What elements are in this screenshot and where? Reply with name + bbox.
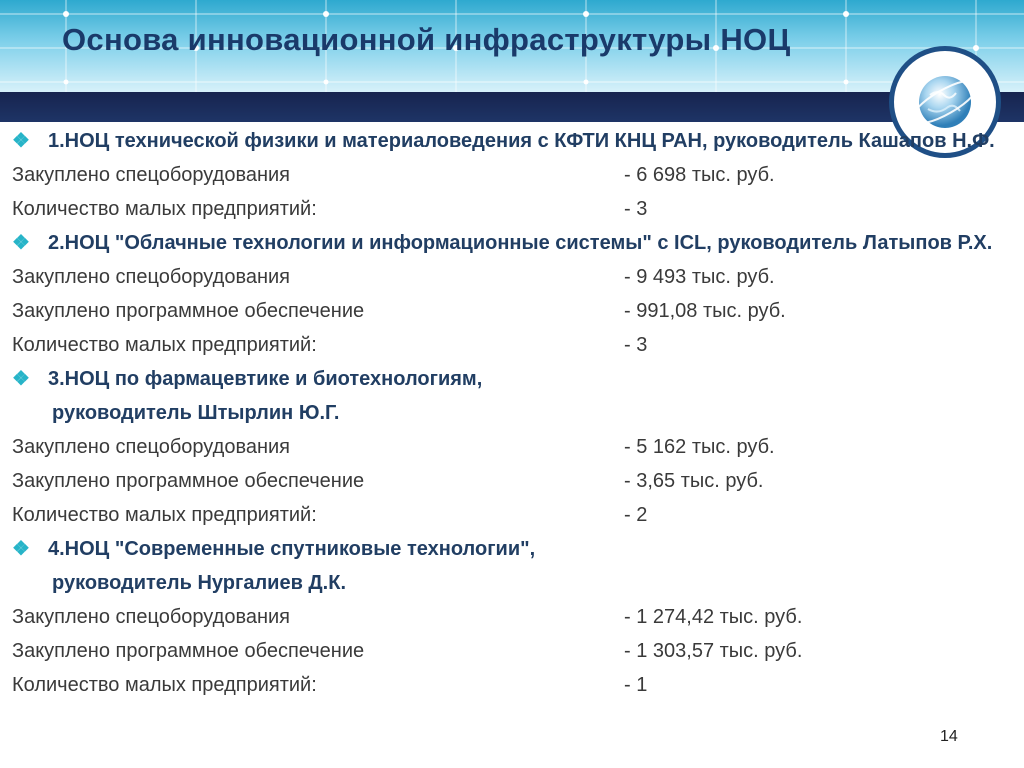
section-subheading: руководитель Штырлин Ю.Г. (52, 402, 340, 424)
row-label: Количество малых предприятий: (12, 198, 317, 220)
row-label: Количество малых предприятий: (12, 674, 317, 696)
row-label: Количество малых предприятий: (12, 334, 317, 356)
row-label: Закуплено программное обеспечение (12, 640, 365, 662)
row-value: - 3 (624, 198, 648, 220)
section-heading: ❖ 4.НОЦ "Современные спутниковые технологии", (12, 532, 1012, 566)
row-value: - 1 (624, 674, 648, 696)
row-value: - 3,65 тыс. руб. (624, 470, 764, 492)
data-row (12, 192, 1012, 226)
slide-header (0, 0, 1024, 92)
data-row (12, 668, 1012, 702)
row-value: - 5 162 тыс. руб. (624, 436, 775, 458)
data-row (12, 294, 1012, 328)
row-label: Закуплено спецоборудования (12, 436, 291, 458)
data-row (12, 464, 1012, 498)
row-label: Закуплено программное обеспечение (12, 300, 365, 322)
section-heading: ❖ 1.НОЦ технической физики и материаловедения с КФТИ КНЦ РАН, руководитель Кашапов Н.Ф. (12, 124, 1012, 158)
row-label: Закуплено спецоборудования (12, 164, 291, 186)
row-value: - 1 274,42 тыс. руб. (624, 606, 803, 628)
diamond-bullet-icon: ❖ (12, 368, 30, 390)
row-value: - 1 303,57 тыс. руб. (624, 640, 803, 662)
data-row (12, 634, 1012, 668)
row-value: - 6 698 тыс. руб. (624, 164, 775, 186)
row-value: - 991,08 тыс. руб. (624, 300, 786, 322)
header-dark-bar (0, 92, 1024, 122)
section-heading: ❖ 2.НОЦ "Облачные технологии и информационные системы" с ICL, руководитель Латыпов Р.Х. (12, 226, 1012, 260)
data-row (12, 158, 1012, 192)
row-label: Количество малых предприятий: (12, 504, 317, 526)
section-subheading: руководитель Нургалиев Д.К. (52, 572, 347, 594)
data-row (12, 328, 1012, 362)
slide-content (12, 124, 1012, 702)
diamond-bullet-icon: ❖ (12, 130, 30, 152)
diamond-bullet-icon: ❖ (12, 538, 30, 560)
row-value: - 3 (624, 334, 648, 356)
page-title: Основа инновационной инфраструктуры НОЦ (62, 22, 791, 57)
data-row (12, 600, 1012, 634)
page-number: 14 (940, 728, 958, 745)
row-label: Закуплено спецоборудования (12, 606, 291, 628)
section-heading: ❖ 3.НОЦ по фармацевтике и биотехнологиям, (12, 362, 1012, 396)
data-row (12, 260, 1012, 294)
diamond-bullet-icon: ❖ (12, 232, 30, 254)
row-value: - 9 493 тыс. руб. (624, 266, 775, 288)
data-row (12, 498, 1012, 532)
row-label: Закуплено программное обеспечение (12, 470, 365, 492)
data-row (12, 430, 1012, 464)
row-label: Закуплено спецоборудования (12, 266, 291, 288)
row-value: - 2 (624, 504, 648, 526)
